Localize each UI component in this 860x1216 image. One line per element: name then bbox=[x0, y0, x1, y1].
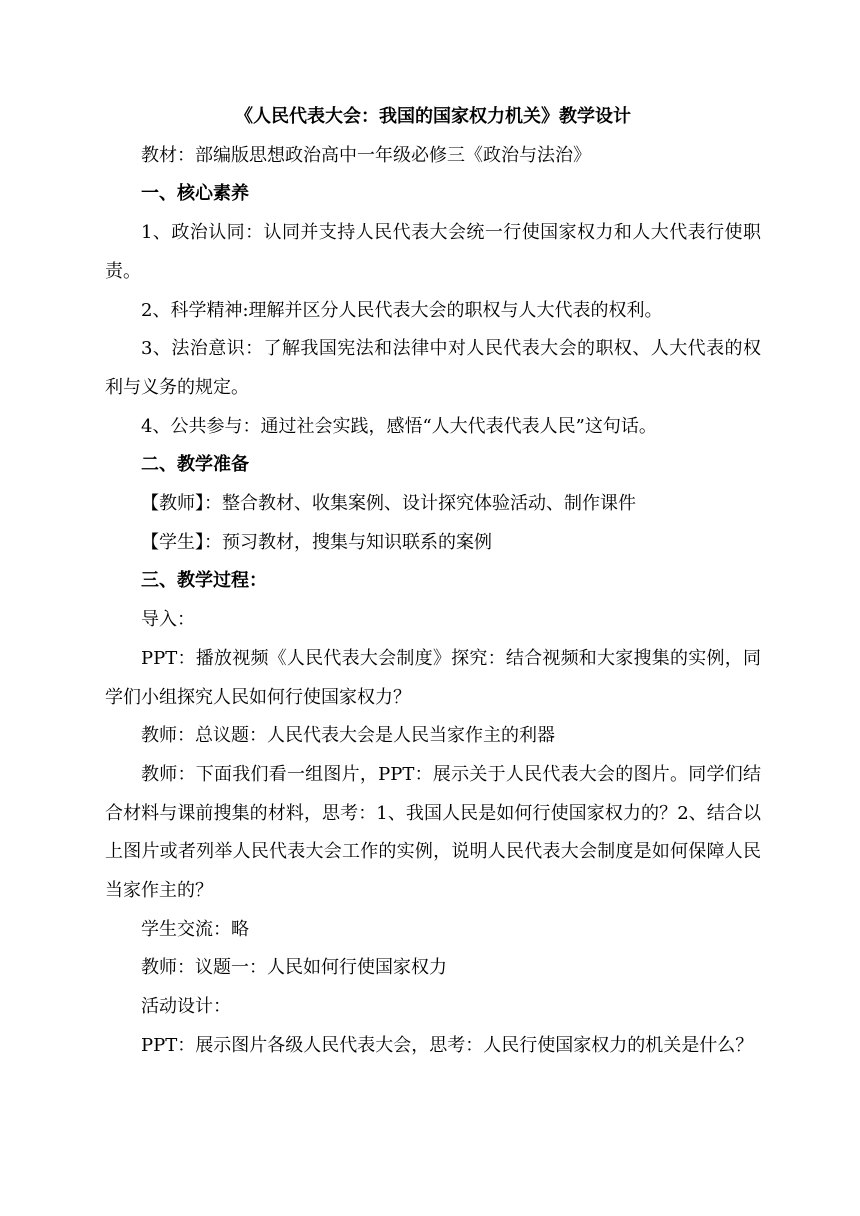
core-literacy-item: 3、法治意识：了解我国宪法和法律中对人民代表大会的职权、人大代表的权利与义务的规定。 bbox=[105, 338, 761, 398]
process-paragraph: 教师：下面我们看一组图片，PPT：展示关于人民代表大会的图片。同学们结合材料与课前搜集的材料，思考：1、我国人民是如何行使国家权力的？2、结合以上图片或者列举人民代表大会工作的实例，说明人民代表大会制度是如何保障人民当家作主的？ bbox=[105, 763, 761, 902]
section-heading-process: 三、教学过程： bbox=[141, 570, 267, 592]
core-literacy-item: 1、政治认同：认同并支持人民代表大会统一行使国家权力和人大代表行使职责。 bbox=[105, 222, 761, 282]
section-heading-core-literacy: 一、核心素养 bbox=[141, 183, 249, 205]
process-paragraph: 教师：议题一：人民如何行使国家权力 bbox=[141, 957, 447, 979]
process-paragraph: 教师：总议题：人民代表大会是人民当家作主的利器 bbox=[141, 725, 555, 747]
process-paragraph: 学生交流：略 bbox=[141, 918, 249, 940]
process-paragraph: PPT：展示图片各级人民代表大会，思考：人民行使国家权力的机关是什么？ bbox=[141, 1034, 754, 1056]
student-preparation: 【学生】：预习教材，搜集与知识联系的案例 bbox=[141, 531, 492, 553]
core-literacy-item: 2、科学精神:理解并区分人民代表大会的职权与人大代表的权利。 bbox=[141, 299, 663, 321]
process-paragraph: 活动设计： bbox=[141, 996, 231, 1018]
teacher-preparation: 【教师】：整合教材、收集案例、设计探究体验活动、制作课件 bbox=[141, 493, 636, 515]
core-literacy-item: 4、公共参与：通过社会实践，感悟“人大代表代表人民”这句话。 bbox=[141, 415, 657, 437]
process-paragraph: PPT：播放视频《人民代表大会制度》探究：结合视频和大家搜集的实例，同学们小组探究人民如何行使国家权力？ bbox=[105, 647, 761, 708]
document-title: 《人民代表大会：我国的国家权力机关》教学设计 bbox=[235, 106, 631, 127]
textbook-line: 教材：部编版思想政治高中一年级必修三《政治与法治》 bbox=[141, 144, 591, 166]
document-page bbox=[105, 98, 761, 1066]
section-heading-preparation: 二、教学准备 bbox=[141, 454, 249, 476]
process-paragraph: 导入： bbox=[141, 609, 195, 631]
